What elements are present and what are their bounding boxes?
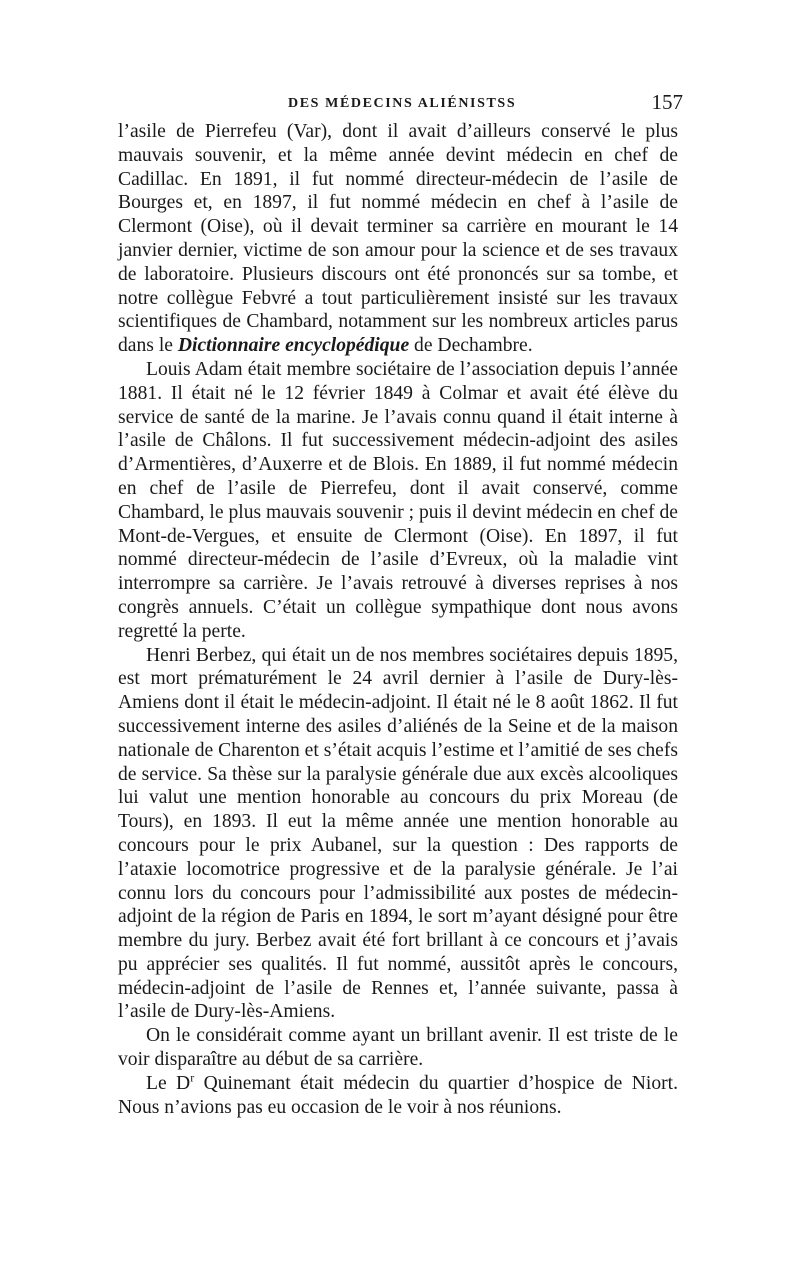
- paragraph-berbez-career: On le considérait comme ayant un brillant avenir. Il est triste de le voir disparaître au début de sa carrière.: [118, 1025, 678, 1071]
- paragraph-text: de Dechambre.: [409, 335, 533, 357]
- doctor-abbrev-superscript: r: [190, 1070, 195, 1085]
- dictionary-title: Dictionnaire encyclopédique: [177, 335, 410, 357]
- paragraph-text: Le D: [146, 1072, 191, 1094]
- page-number: 157: [651, 90, 683, 114]
- paragraph-text: Quinemant était médecin du quartier d’hospice de Niort. Nous n’avions pas eu occasion de le voir à nos réunions.: [118, 1072, 678, 1118]
- running-title: DES MÉDECINS ALIÉNISTSS: [288, 96, 517, 111]
- paragraph-berbez: Henri Berbez, qui était un de nos membres sociétaires depuis 1895, est mort prématurément le 24 avril dernier à l’asile de Dury-lès-Amiens dont il était le médecin-adjoint. Il était né le 8 août 1862. Il fut successivement interne des asiles d’aliénés de la Seine et de la maison nationale de Charenton et s’était acquis l’estime et l’amitié de ses chefs de service. Sa thèse sur la paralysie générale due aux excès alcooliques lui valut une mention honorable au concours du prix Moreau (de Tours), en 1893. Il eut la même année une mention honorable au concours pour le prix Aubanel, sur la question : Des rapports de l’ataxie locomotrice progressive et de la paralysie générale. Je l’ai connu lors du concours pour l’admissibilité aux postes de médecin-adjoint de la région de Paris en 1894, le sort m’ayant désigné pour être membre du jury. Berbez avait été fort brillant à ce concours et j’avais pu apprécier ses qualités. Il fut nommé, aussitôt après le concours, médecin-adjoint de l’asile de Rennes et, l’année suivante, passa à l’asile de Dury-lès-Amiens.: [118, 644, 678, 1023]
- page-header: [118, 92, 683, 122]
- body-text: [118, 120, 678, 1119]
- paragraph-chambard: [118, 120, 678, 358]
- paragraph-quinemant: [118, 1072, 678, 1120]
- paragraph-adam: Louis Adam était membre sociétaire de l’association depuis l’année 1881. Il était né le 12 février 1849 à Colmar et avait été élève du service de santé de la marine. Je l’avais connu quand il était interne à l’asile de Châlons. Il fut successivement médecin-adjoint des asiles d’Armentières, d’Auxerre et de Blois. En 1889, il fut nommé médecin en chef de l’asile de Pierrefeu, dont il avait conservé, comme Chambard, le plus mauvais souvenir ; puis il devint médecin en chef de Mont-de-Vergues, et ensuite de Clermont (Oise). En 1897, il fut nommé directeur-médecin de l’asile d’Evreux, où la maladie vint interrompre sa carrière. Je l’avais retrouvé à diverses reprises à nos congrès annuels. C’était un collègue sympathique dont nous avons regretté la perte.: [118, 358, 678, 642]
- paragraph-text: l’asile de Pierrefeu (Var), dont il avait d’ailleurs conservé le plus mauvais souvenir, et la même année devint médecin en chef de Cadillac. En 1891, il fut nommé directeur-médecin de l’asile de Bourges et, en 1897, il fut nommé médecin en chef à l’asile de Clermont (Oise), où il devait terminer sa carrière en mourant le 14 janvier dernier, victime de son amour pour la science et de ses travaux de laboratoire. Plusieurs discours ont été prononcés sur sa tombe, et notre collègue Febvré a tout particulièrement insisté sur les travaux scientifiques de Chambard, notamment sur les nombreux articles parus dans le: [118, 121, 678, 357]
